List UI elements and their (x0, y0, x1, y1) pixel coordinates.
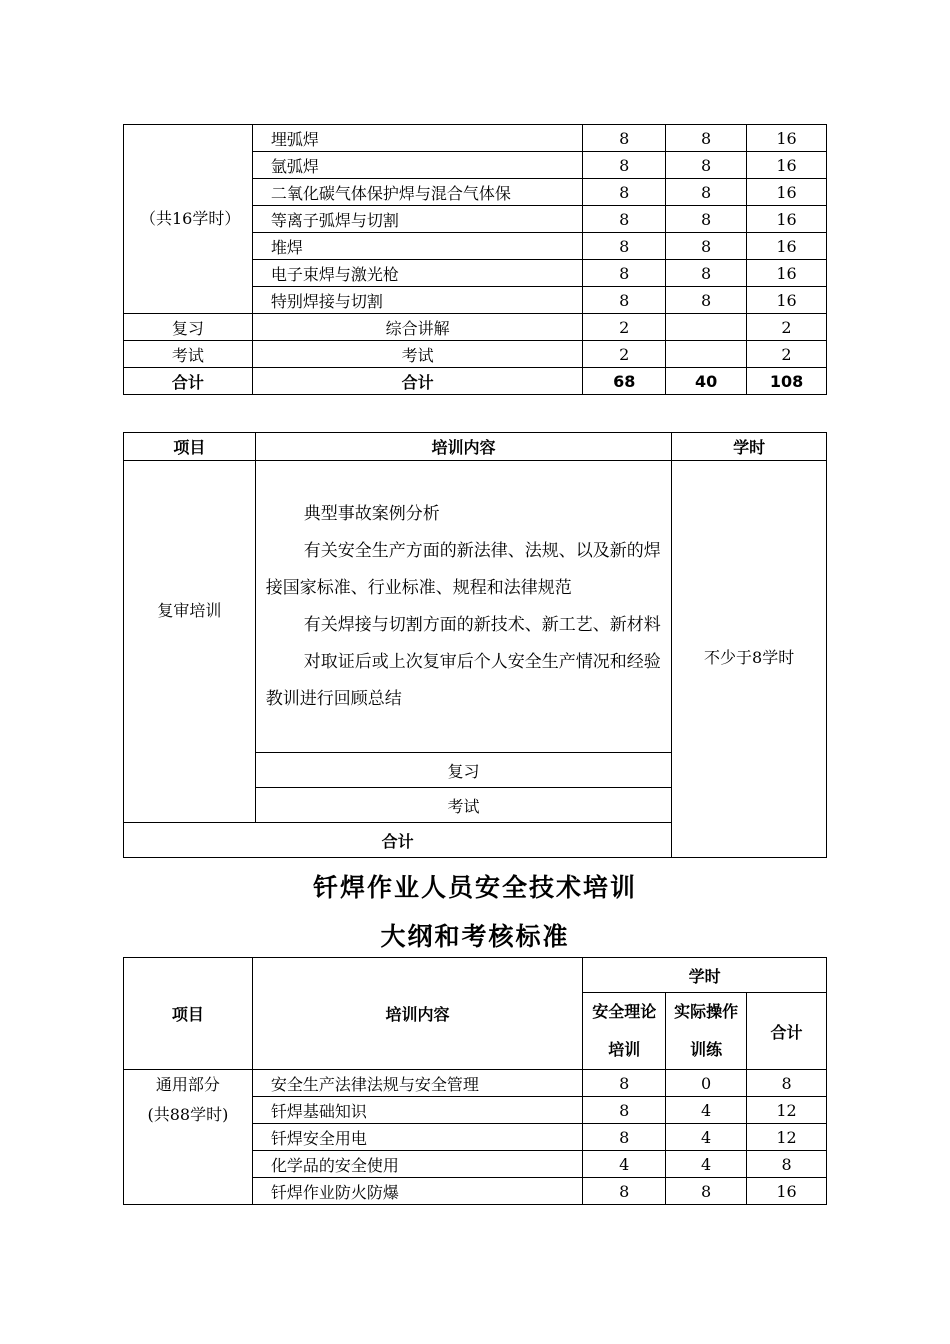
theory-cell: 8 (583, 179, 666, 206)
review-cell: 复习 (255, 753, 671, 788)
table-header-row (124, 958, 827, 993)
recertification-table (123, 432, 827, 858)
theory-cell: 8 (583, 1124, 666, 1151)
exam-content: 考试 (252, 341, 582, 368)
theory-cell: 68 (583, 368, 666, 395)
item-cell: 复审培训 (124, 461, 256, 823)
exam-row (124, 341, 827, 368)
content-paragraph: 对取证后或上次复审后个人安全生产情况和经验教训进行回顾总结 (265, 651, 661, 709)
item-cell: 二氧化碳气体保护焊与混合气体保 (252, 179, 582, 206)
exam-label: 考试 (124, 341, 253, 368)
review-content: 综合讲解 (252, 314, 582, 341)
item-cell: 电子束焊与激光枪 (252, 260, 582, 287)
practice-cell: 8 (666, 233, 747, 260)
total-cell: 12 (747, 1124, 827, 1151)
total-cell: 16 (747, 125, 827, 152)
table-header-row (124, 433, 827, 461)
header-item: 项目 (124, 433, 256, 461)
practice-cell: 8 (666, 206, 747, 233)
section-title-line-2: 大纲和考核标准 (380, 922, 570, 951)
table-row (124, 461, 827, 753)
practice-cell (666, 341, 747, 368)
total-cell: 16 (747, 233, 827, 260)
header-practice: 实际操作训练 (666, 993, 747, 1070)
item-cell: 氩弧焊 (252, 152, 582, 179)
sum-label: 合计 (124, 368, 253, 395)
practice-cell: 8 (666, 125, 747, 152)
sum-content: 合计 (252, 368, 582, 395)
brazing-hours-table (123, 957, 827, 1205)
item-cell: 特别焊接与切割 (252, 287, 582, 314)
practice-cell: 4 (666, 1097, 747, 1124)
review-label: 复习 (124, 314, 253, 341)
total-cell: 8 (747, 1070, 827, 1097)
exam-cell: 考试 (255, 788, 671, 823)
theory-cell: 8 (583, 1070, 666, 1097)
practice-cell: 0 (666, 1070, 747, 1097)
header-hours: 学时 (672, 433, 827, 461)
review-row (124, 314, 827, 341)
group-label-cell (124, 1070, 253, 1205)
header-content: 培训内容 (255, 433, 671, 461)
practice-cell: 8 (666, 287, 747, 314)
item-cell: 安全生产法律法规与安全管理 (252, 1070, 582, 1097)
item-cell: 埋弧焊 (252, 125, 582, 152)
practice-cell: 8 (666, 260, 747, 287)
total-cell: 12 (747, 1097, 827, 1124)
header-hours: 学时 (583, 958, 827, 993)
theory-cell: 8 (583, 1178, 666, 1205)
practice-cell: 8 (666, 179, 747, 206)
total-cell: 2 (747, 314, 827, 341)
item-cell: 等离子弧焊与切割 (252, 206, 582, 233)
welding-hours-table (123, 124, 827, 395)
content-cell (255, 461, 671, 753)
total-cell: 16 (747, 287, 827, 314)
group-hours: (共88学时) (147, 1105, 229, 1124)
total-cell: 16 (747, 260, 827, 287)
content-paragraph: 有关安全生产方面的新法律、法规、以及新的焊接国家标准、行业标准、规程和法律规范 (265, 540, 661, 598)
content-paragraph: 典型事故案例分析 (303, 503, 440, 524)
group-label-cell (124, 125, 253, 314)
practice-cell: 4 (666, 1124, 747, 1151)
total-cell: 16 (747, 179, 827, 206)
item-cell: 钎焊基础知识 (252, 1097, 582, 1124)
practice-cell (666, 314, 747, 341)
table-row (124, 125, 827, 152)
practice-cell: 8 (666, 152, 747, 179)
total-cell: 16 (747, 1178, 827, 1205)
total-cell: 16 (747, 152, 827, 179)
group-label: （共16学时） (140, 209, 241, 228)
theory-cell: 8 (583, 125, 666, 152)
total-cell: 8 (747, 1151, 827, 1178)
item-cell: 化学品的安全使用 (252, 1151, 582, 1178)
header-content: 培训内容 (252, 958, 582, 1070)
theory-cell: 8 (583, 260, 666, 287)
practice-cell: 40 (666, 368, 747, 395)
sum-row (124, 368, 827, 395)
content-paragraph: 有关焊接与切割方面的新技术、新工艺、新材料 (303, 614, 661, 635)
theory-cell: 4 (583, 1151, 666, 1178)
total-cell: 108 (747, 368, 827, 395)
header-theory: 安全理论培训 (583, 993, 666, 1070)
table-row (124, 1070, 827, 1097)
practice-cell: 8 (666, 1178, 747, 1205)
practice-cell: 4 (666, 1151, 747, 1178)
group-label: 通用部分 (155, 1075, 220, 1094)
sum-cell: 合计 (124, 823, 672, 858)
header-total: 合计 (747, 993, 827, 1070)
header-item: 项目 (124, 958, 253, 1070)
theory-cell: 8 (583, 287, 666, 314)
total-cell: 2 (747, 341, 827, 368)
theory-cell: 2 (583, 341, 666, 368)
item-cell: 钎焊安全用电 (252, 1124, 582, 1151)
theory-cell: 8 (583, 233, 666, 260)
theory-cell: 8 (583, 152, 666, 179)
item-cell: 钎焊作业防火防爆 (252, 1178, 582, 1205)
theory-cell: 2 (583, 314, 666, 341)
theory-cell: 8 (583, 1097, 666, 1124)
hours-cell: 不少于8学时 (672, 461, 827, 858)
section-title-line-1: 钎焊作业人员安全技术培训 (312, 873, 637, 902)
total-cell: 16 (747, 206, 827, 233)
item-cell: 堆焊 (252, 233, 582, 260)
theory-cell: 8 (583, 206, 666, 233)
